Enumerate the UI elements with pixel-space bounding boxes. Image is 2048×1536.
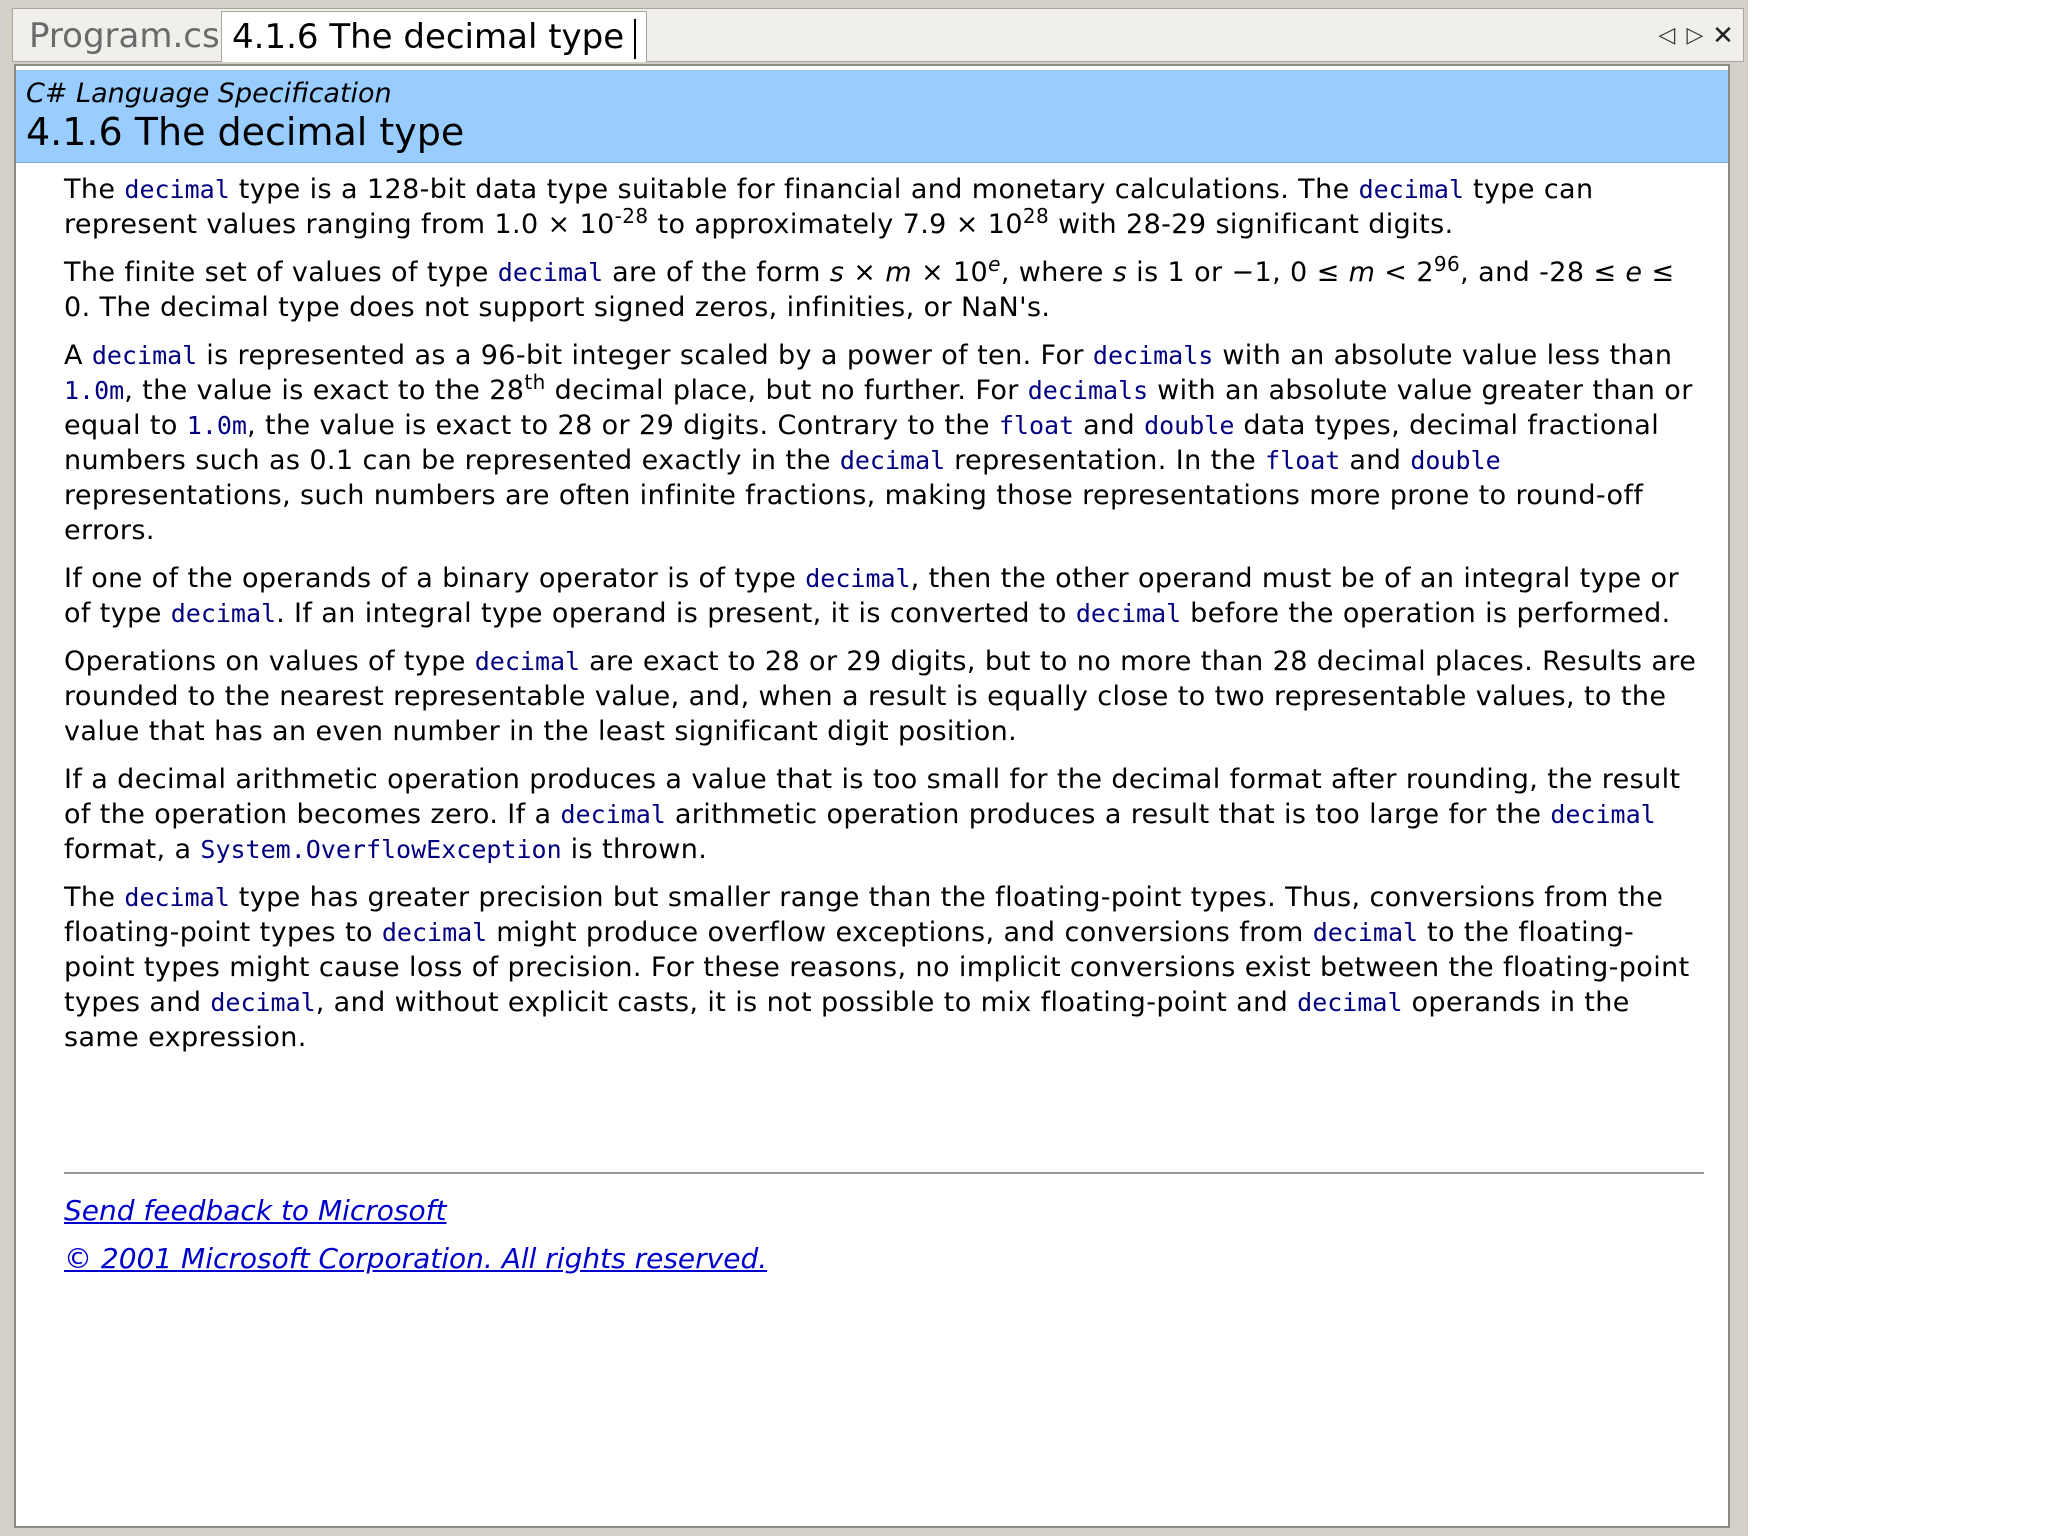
code-term: decimal [474, 647, 581, 676]
text-run: format, a [64, 834, 201, 865]
superscript: th [524, 370, 546, 394]
triangle-right-icon: ▷ [1686, 23, 1704, 48]
tab-label: Program.cs [29, 16, 220, 56]
paragraph [64, 762, 1704, 867]
close-tab-button[interactable] [1709, 19, 1737, 53]
paragraph [64, 561, 1704, 631]
text-run: to approximately 7.9 × 10 [648, 209, 1023, 240]
superscript: 28 [1022, 204, 1050, 228]
text-run: Operations on values of type [64, 646, 475, 677]
code-term: double [1410, 446, 1501, 475]
text-run: The [64, 174, 125, 205]
superscript: e [988, 252, 1001, 276]
code-term: decimal [1312, 918, 1419, 947]
math-variable: e [1625, 257, 1643, 288]
text-run: are of the form [603, 257, 830, 288]
topic-body [64, 172, 1704, 1068]
send-feedback-link[interactable]: Send feedback to Microsoft [64, 1194, 447, 1227]
code-term: decimal [805, 564, 911, 593]
text-run: data types, decimal fractional numbers such as 0.1 can be represented exactly in the [64, 410, 1660, 476]
text-run: type is a 128-bit data type suitable for financial and monetary calculations. The [229, 174, 1359, 205]
text-run: , where [1000, 257, 1113, 288]
text-run: before the operation is performed. [1181, 598, 1671, 629]
code-term: decimal [1550, 800, 1656, 829]
copyright-link[interactable]: © 2001 Microsoft Corporation. All rights reserved. [64, 1242, 768, 1275]
paragraph [64, 644, 1704, 749]
superscript: -28 [614, 204, 649, 228]
text-run: type has greater precision but smaller range than the floating-point types. Thus, conversions from the floating-point types to [64, 882, 1664, 948]
empty-area [1748, 0, 2048, 1536]
math-variable: s [829, 257, 845, 288]
text-run: representations, such numbers are often infinite fractions, making those representations more prone to round-off errors. [64, 480, 1644, 546]
code-term: 1.0m [64, 376, 125, 405]
text-run: , and -28 ≤ [1460, 257, 1626, 288]
code-term: System.OverflowException [200, 835, 562, 864]
code-term: decimal [1297, 988, 1403, 1017]
page-title: 4.1.6 The decimal type [26, 110, 465, 154]
code-term: decimal [91, 341, 198, 370]
code-term: decimal [497, 258, 604, 287]
text-run: < 2 [1375, 257, 1434, 288]
text-run: , the value is exact to the 28 [124, 375, 525, 406]
code-term: float [1265, 446, 1341, 475]
text-run: If a decimal arithmetic operation produces a value that is too small for the decimal format after rounding, the result of the operation becomes zero. If a [64, 764, 1681, 830]
text-run: representation. In the [945, 445, 1266, 476]
text-run: If one of the operands of a binary operator is of type [64, 563, 806, 594]
spec-name: C# Language Specification [26, 78, 392, 109]
text-caret [634, 19, 636, 59]
tab-decimal-type[interactable] [221, 11, 647, 62]
code-term: decimal [210, 988, 316, 1017]
text-run: × 10 [911, 257, 989, 288]
code-term: decimals [1027, 376, 1149, 405]
text-run: A [64, 340, 92, 371]
math-variable: m [885, 257, 912, 288]
text-run: is thrown. [561, 834, 708, 865]
text-run: is represented as a 96-bit integer scaled by a power of ten. For [197, 340, 1093, 371]
text-run: with an absolute value greater than or equal to [64, 375, 1693, 441]
close-icon: ✕ [1712, 21, 1734, 51]
code-term: decimals [1092, 341, 1214, 370]
text-run: ≤ 0. The decimal type does not support signed zeros, infinities, or NaN's. [64, 257, 1675, 323]
tab-program-cs[interactable] [29, 13, 220, 59]
text-run: type can represent values ranging from 1.0 × 10 [64, 174, 1594, 240]
superscript: 96 [1433, 252, 1461, 276]
text-run: might produce overflow exceptions, and conversions from [487, 917, 1313, 948]
text-run: with an absolute value less than [1213, 340, 1673, 371]
code-term: decimal [124, 175, 230, 204]
text-run: , then the other operand must be of an integral type or of type [64, 563, 1679, 629]
text-run: with 28-29 significant digits. [1049, 209, 1454, 240]
scroll-tabs-right-button[interactable] [1681, 19, 1709, 53]
text-run: operands in the same expression. [64, 987, 1630, 1053]
code-term: 1.0m [186, 411, 247, 440]
text-run: to the floating-point types might cause loss of precision. For these reasons, no implicit conversions exist between the floating-point types and [64, 917, 1690, 1018]
text-run: decimal place, but no further. For [545, 375, 1028, 406]
math-variable: s [1112, 257, 1128, 288]
text-run: The [64, 882, 125, 913]
code-term: decimal [124, 883, 230, 912]
triangle-left-icon: ◁ [1658, 23, 1676, 48]
document-viewer[interactable] [14, 64, 1730, 1528]
code-term: decimal [1075, 599, 1182, 628]
code-term: double [1144, 411, 1235, 440]
paragraph [64, 252, 1704, 325]
math-variable: m [1348, 257, 1376, 288]
text-run: and [1074, 410, 1145, 441]
text-run: × [844, 257, 886, 288]
text-run: is 1 or −1, 0 ≤ [1127, 257, 1349, 288]
document-tab-strip [12, 8, 1744, 62]
text-run: , the value is exact to 28 or 29 digits. Contrary to the [247, 410, 999, 441]
text-run: The finite set of values of type [64, 257, 498, 288]
code-term: float [998, 411, 1075, 440]
text-run: arithmetic operation produces a result that is too large for the [665, 799, 1551, 830]
paragraph [64, 338, 1704, 548]
code-term: decimal [1358, 175, 1464, 204]
text-run: are exact to 28 or 29 digits, but to no more than 28 decimal places. Results are rounded to the nearest representable value, and, when a result is equally close to two representable values, to the value that has an even number in the least significant digit position. [64, 646, 1697, 747]
text-run: , and without explicit casts, it is not possible to mix floating-point and [315, 987, 1298, 1018]
code-term: decimal [560, 800, 666, 829]
text-run: . If an integral type operand is present, it is converted to [276, 598, 1076, 629]
code-term: decimal [170, 599, 277, 628]
scroll-tabs-left-button[interactable] [1653, 19, 1681, 53]
code-term: decimal [381, 918, 488, 947]
paragraph [64, 880, 1704, 1055]
text-run: and [1340, 445, 1411, 476]
topic-header [16, 70, 1728, 163]
tab-label: 4.1.6 The decimal type [232, 17, 625, 57]
code-term: decimal [839, 446, 946, 475]
footer-divider [64, 1172, 1704, 1174]
paragraph [64, 172, 1704, 242]
